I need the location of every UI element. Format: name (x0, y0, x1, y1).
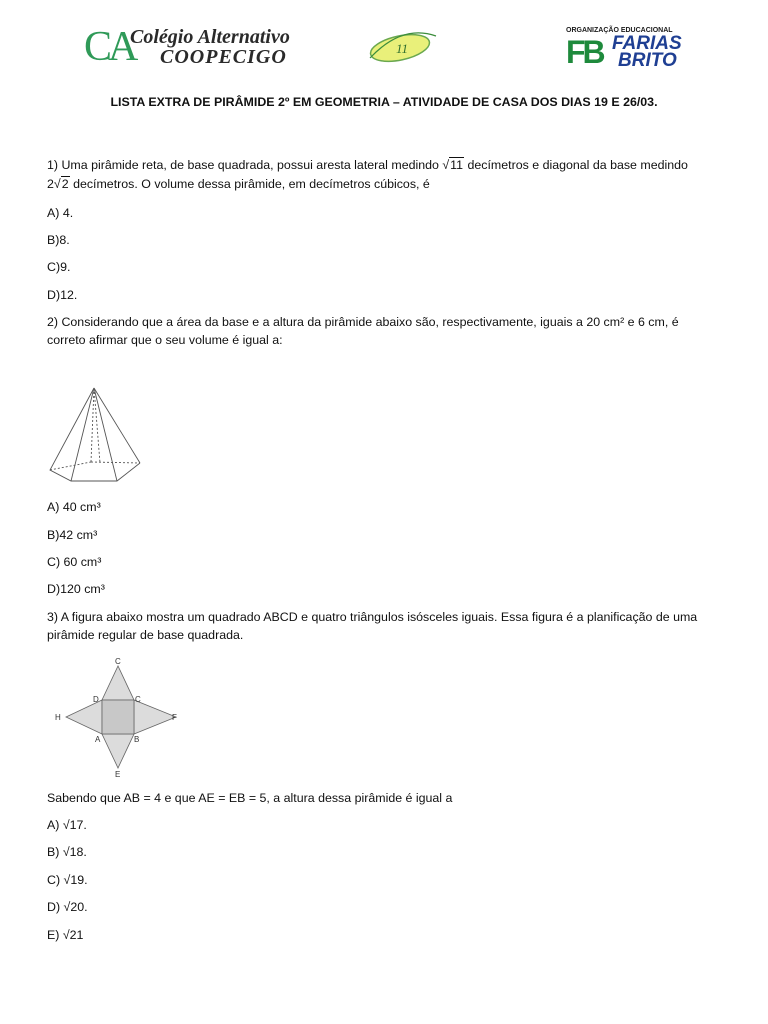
q2-option-b: B)42 cm³ (47, 528, 98, 542)
q3-option-c: C) √19. (47, 873, 88, 887)
net-triangle-left (66, 700, 102, 734)
school-logo (84, 26, 444, 72)
q3-stem-line2: pirâmide regular de base quadrada. (47, 628, 244, 642)
label-f: F (172, 713, 177, 722)
q2-option-c: C) 60 cm³ (47, 555, 102, 569)
q3-stem-line1: 3) A figura abaixo mostra um quadrado ABCD e quatro triângulos isósceles iguais. Essa figura é a planificação de uma (47, 610, 698, 624)
q1-option-a: A) 4. (47, 206, 74, 220)
q1-option-b: B)8. (47, 233, 70, 247)
q2-option-a: A) 40 cm³ (47, 500, 101, 514)
q1-stem-line1 (47, 156, 688, 174)
org-label: ORGANIZAÇÃO EDUCACIONAL (566, 27, 673, 34)
school-name-line2: COOPECIGO (160, 46, 287, 68)
document-title: LISTA EXTRA DE PIRÂMIDE 2º EM GEOMETRIA – ATIVIDADE DE CASA DOS DIAS 19 E 26/03. (110, 95, 658, 109)
label-b: B (134, 735, 140, 744)
q1-coef: 2 (47, 177, 54, 191)
school-name-line1: Colégio Alternativo (130, 26, 290, 48)
q1-option-c: C)9. (47, 260, 71, 274)
label-apex-c: C (115, 657, 121, 666)
q1-option-d: D)12. (47, 288, 78, 302)
label-a: A (95, 735, 101, 744)
pentagonal-pyramid-figure (44, 383, 146, 489)
q3-condition: Sabendo que AB = 4 e que AE = EB = 5, a altura dessa pirâmide é igual a (47, 791, 453, 805)
brand-word-farias: FARIAS (612, 33, 682, 54)
net-triangle-right (134, 700, 176, 734)
fb-mark: FB (566, 34, 603, 70)
brand-word-brito: BRITO (618, 50, 677, 71)
q1-stem-line2 (47, 175, 430, 193)
q1-sqrt-11: √11 (442, 158, 464, 172)
school-monogram: CA (84, 24, 135, 70)
q1-stem-b: decímetros e diagonal da base medindo (467, 158, 688, 172)
label-h: H (55, 713, 61, 722)
label-c: C (135, 695, 141, 704)
seal-number: 11 (396, 41, 409, 56)
q2-option-d: D)120 cm³ (47, 582, 105, 596)
q1-stem-c: decímetros. O volume dessa pirâmide, em decímetros cúbicos, é (69, 177, 430, 191)
q3-option-e: E) √21 (47, 928, 84, 942)
farias-brito-logo (566, 27, 691, 71)
q3-option-d: D) √20. (47, 900, 88, 914)
label-d: D (93, 695, 99, 704)
net-square-abcd (102, 700, 134, 734)
q1-stem-a: 1) Uma pirâmide reta, de base quadrada, possui aresta lateral medindo (47, 158, 439, 172)
q2-stem-line1: 2) Considerando que a área da base e a altura da pirâmide abaixo são, respectivamente, iguais a 20 cm² e 6 cm, é (47, 315, 679, 329)
label-e: E (115, 770, 121, 779)
pyramid-net-figure (50, 652, 200, 780)
q3-option-b: B) √18. (47, 845, 87, 859)
net-triangle-bottom (102, 734, 134, 768)
q3-option-a: A) √17. (47, 818, 87, 832)
net-triangle-top (102, 666, 134, 700)
school-seal-icon (366, 30, 438, 64)
q1-sqrt-2: √2 (53, 177, 69, 191)
q2-stem-line2: correto afirmar que o seu volume é igual a: (47, 333, 283, 347)
